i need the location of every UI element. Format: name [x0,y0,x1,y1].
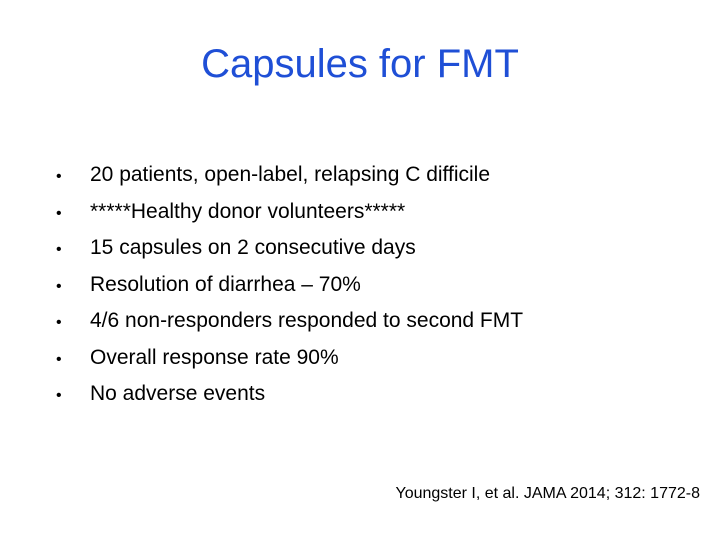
bullet-dot-icon: • [56,314,62,331]
bullet-dot-icon: • [56,204,62,222]
slide-title: Capsules for FMT [201,42,519,86]
bullet-text: 4/6 non-responders responded to second FMT [90,309,524,332]
bullet-item [56,195,696,232]
bullet-item [56,304,696,341]
bullet-dot-icon: • [56,350,62,368]
citation: Youngster I, et al. JAMA 2014; 312: 1772-8 [395,485,700,502]
bullet-item [56,377,696,414]
bullet-dot-icon: • [56,277,62,295]
bullet-text: 15 capsules on 2 consecutive days [90,236,416,259]
bullet-item [56,341,696,378]
bullet-dot-icon: • [56,241,62,258]
bullet-text: Overall response rate 90% [90,345,339,369]
bullet-text: Resolution of diarrhea – 70% [90,272,361,296]
bullet-text: *****Healthy donor volunteers***** [90,199,406,223]
bullet-text: 20 patients, open-label, relapsing C difficile [90,163,491,186]
bullet-item [56,231,696,268]
bullet-dot-icon: • [56,168,62,185]
bullet-item [56,158,696,195]
bullet-item [56,268,696,305]
bullet-list [56,158,696,414]
bullet-dot-icon: • [56,387,62,404]
bullet-text: No adverse events [90,382,266,405]
